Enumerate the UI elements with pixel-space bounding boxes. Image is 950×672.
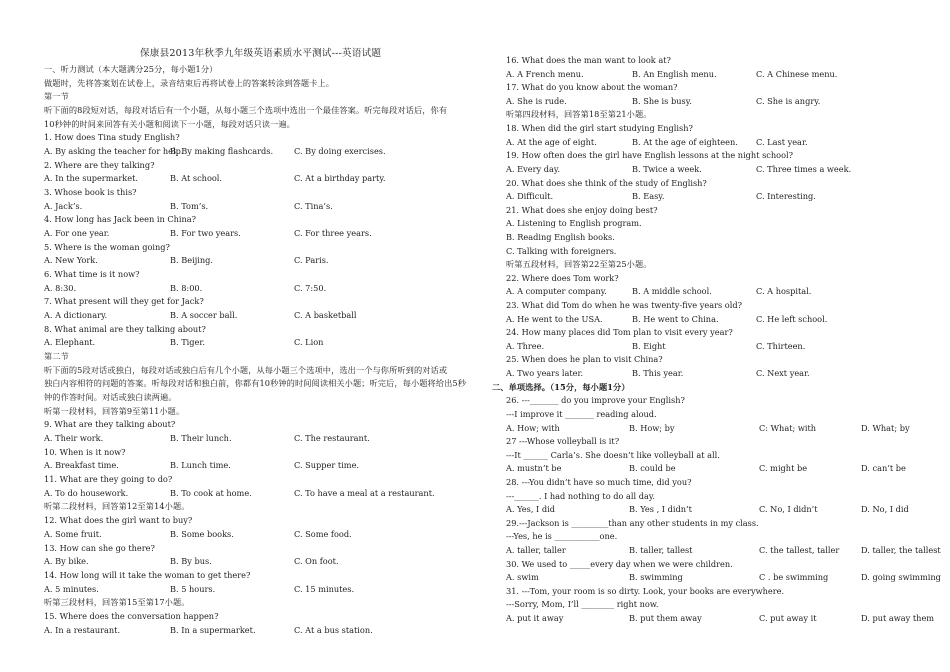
- option-c: C. A Chinese menu.: [756, 68, 838, 79]
- option-c: C. 15 minutes.: [294, 583, 355, 594]
- question: 1. How does Tina study English?: [44, 132, 180, 143]
- instruction: 第二节: [44, 351, 69, 362]
- option-a: A. She is rude.: [506, 95, 567, 106]
- option-c: C. A hospital.: [756, 286, 812, 297]
- option-d: D. put away them: [861, 613, 935, 623]
- instruction: 听下面的5段对话或独白，每段对话或独白后有几个小题，从每小题三个选项中，选出一个与你所听到的对话或: [44, 364, 448, 375]
- instruction: 钟的作答时间。对话或独白读两遍。: [44, 392, 177, 403]
- option-a: A. Elephant.: [44, 337, 96, 348]
- text-line: C. Talking with foreigners.: [506, 245, 617, 256]
- option-b: B. He went to China.: [632, 313, 719, 324]
- option-c: C. Paris.: [294, 255, 329, 266]
- option-c: C. Tina’s.: [294, 200, 333, 211]
- option-b: B. Easy.: [632, 191, 665, 202]
- question: 14. How long will it take the woman to get there?: [44, 569, 251, 580]
- option-b: B. She is busy.: [632, 95, 692, 106]
- option-c: C. He left school.: [756, 313, 828, 324]
- option-a: A. Two years later.: [506, 368, 584, 378]
- option-c: C. Three times a week.: [756, 163, 852, 174]
- option-d: D. can’t be: [861, 463, 906, 474]
- option-b: B. Tom’s.: [170, 200, 209, 211]
- option-a: A. put it away: [506, 613, 564, 623]
- option-c: C. No, I didn’t: [759, 504, 818, 515]
- question: 22. Where does Tom work?: [506, 272, 619, 283]
- question: 31. ---Tom, your room is so dirty. Look, your books are everywhere.: [506, 585, 785, 596]
- option-d: D. What; by: [861, 422, 910, 433]
- option-a: A. Some fruit.: [44, 528, 102, 539]
- option-b: B. Tiger.: [170, 337, 206, 348]
- option-b: B. At school.: [170, 173, 223, 184]
- option-b: B. How; by: [629, 422, 675, 433]
- question: 20. What does she think of the study of English?: [506, 177, 707, 188]
- question: 21. What does she enjoy doing best?: [506, 204, 658, 215]
- option-c: C. Thirteen.: [756, 340, 806, 351]
- question: 8. What animal are they talking about?: [44, 323, 206, 334]
- question: 3. Whose book is this?: [44, 187, 137, 197]
- option-b: B. swimming: [629, 572, 683, 583]
- instruction: 听第四段材料，回答第18至第21小题。: [506, 109, 652, 120]
- option-a: A. By bike.: [44, 556, 89, 567]
- option-b: B. Twice a week.: [632, 163, 702, 174]
- option-b: B. For two years.: [170, 228, 241, 238]
- question: 28. ---You didn’t have so much time, did you?: [506, 476, 692, 487]
- instruction: 听下面的8段短对话，每段对话后有一个小题，从每小题三个选项中选出一个最佳答案。听完每段对话后，你有: [44, 105, 448, 115]
- option-a: A. 8:30.: [44, 282, 77, 293]
- option-c: C . be swimming: [759, 572, 829, 583]
- question: 2. Where are they talking?: [44, 159, 155, 170]
- option-d: D. No, I did: [861, 504, 909, 515]
- option-b: B. put them away: [629, 613, 702, 623]
- option-a: A. Difficult.: [506, 191, 554, 202]
- text-line: B. Reading English books.: [506, 231, 615, 242]
- option-c: C. Next year.: [756, 368, 810, 378]
- option-a: A. In the supermarket.: [44, 173, 138, 184]
- option-a: A. A French menu.: [506, 68, 584, 79]
- option-b: B. Lunch time.: [170, 460, 231, 471]
- option-b: B. 5 hours.: [170, 583, 216, 594]
- option-a: A. For one year.: [44, 228, 110, 238]
- text-line: ---I improve it _______ reading aloud.: [506, 408, 657, 419]
- question: 15. Where does the conversation happen?: [44, 610, 219, 621]
- option-c: C: What; with: [759, 422, 817, 433]
- section-heading: 一、听力测试（本大题满分25分，每小题1分）: [44, 64, 218, 74]
- option-a: A. New York.: [44, 255, 98, 266]
- question: 18. When did the girl start studying English?: [506, 123, 693, 133]
- option-a: A. Three.: [506, 340, 545, 351]
- question: 24. How many places did Tom plan to visit every year?: [506, 327, 733, 338]
- page-title: 保康县2013年秋季九年级英语素质水平测试---英语试题: [140, 48, 382, 59]
- question: 25. When does he plan to visit China?: [506, 354, 663, 365]
- option-b: B. Some books.: [170, 528, 234, 539]
- option-c: C. For three years.: [294, 228, 372, 238]
- option-b: B. In a supermarket.: [170, 624, 256, 635]
- question: 9. What are they talking about?: [44, 419, 176, 430]
- text-line: A. Listening to English program.: [506, 218, 642, 229]
- option-b: B. A middle school.: [632, 286, 712, 297]
- text-line: ---It ______ Carla’s. She doesn’t like volleyball at all.: [506, 449, 720, 460]
- option-a: A. Jack’s.: [44, 200, 83, 211]
- question: 12. What does the girl want to buy?: [44, 515, 193, 526]
- option-b: B. An English menu.: [632, 68, 717, 79]
- option-c: C. To have a meal at a restaurant.: [294, 487, 435, 498]
- option-a: A. Their work.: [44, 433, 104, 444]
- option-b: B. Eight: [632, 340, 666, 351]
- instruction: 做题时，先将答案划在试卷上，录音结束后再将试卷上的答案转涂到答题卡上。: [44, 77, 335, 88]
- instruction: 听第五段材料，回答第22至第25小题。: [506, 259, 652, 270]
- question: 10. When is it now?: [44, 446, 126, 457]
- option-c: C. On foot.: [294, 556, 339, 567]
- option-a: A. A computer company.: [506, 286, 607, 297]
- instruction: 听第三段材料，回答第15至第17小题。: [44, 597, 190, 608]
- option-a: A. mustn’t be: [506, 463, 562, 474]
- question: 11. What are they going to do?: [44, 474, 173, 485]
- option-a: A. A dictionary.: [44, 310, 108, 321]
- option-c: C. the tallest, taller: [759, 545, 840, 555]
- option-a: A. swim: [506, 572, 539, 583]
- instruction: 10秒钟的时间来回答有关小题和阅读下一小题，每段对话只读一遍。: [44, 118, 295, 129]
- text-line: ---Sorry, Mom, I’ll ________ right now.: [506, 599, 659, 610]
- option-c: C. Some food.: [294, 528, 352, 539]
- option-c: C. 7:50.: [294, 282, 327, 293]
- question: 7. What present will they get for Jack?: [44, 296, 204, 307]
- option-c: C. The restaurant.: [294, 433, 370, 444]
- option-d: D. taller, the tallest: [861, 545, 941, 555]
- option-c: C. She is angry.: [756, 95, 821, 106]
- option-a: A. Yes, I did: [506, 504, 555, 515]
- option-b: B. Their lunch.: [170, 433, 232, 444]
- instruction: 听第二段材料，回答第12至第14小题。: [44, 501, 190, 512]
- question: 27 ---Whose volleyball is it?: [506, 436, 620, 447]
- option-c: C. Supper time.: [294, 460, 360, 471]
- question: 13. How can she go there?: [44, 542, 155, 553]
- option-a: A. He went to the USA.: [506, 313, 603, 324]
- question: 4. How long has Jack been in China?: [44, 214, 197, 225]
- option-b: B. taller, tallest: [629, 545, 693, 555]
- option-c: C. At a bus station.: [294, 624, 373, 635]
- option-a: A. At the age of eight.: [506, 136, 597, 147]
- option-a: A. By asking the teacher for help.: [44, 146, 184, 156]
- instruction: 第一节: [44, 91, 69, 102]
- option-b: B. Yes , I didn’t: [629, 504, 692, 515]
- option-b: B. Beijing.: [170, 255, 213, 266]
- option-a: A. To do housework.: [44, 487, 129, 498]
- option-a: A. taller, taller: [506, 545, 566, 555]
- option-d: D. going swimming: [861, 572, 941, 583]
- option-b: B. At the age of eighteen.: [632, 136, 738, 147]
- question: 23. What did Tom do when he was twenty-five years old?: [506, 300, 742, 310]
- question: 19. How often does the girl have English lessons at the night school?: [506, 150, 794, 161]
- option-c: C. Interesting.: [756, 191, 816, 202]
- option-c: C. might be: [759, 463, 808, 474]
- option-a: A. In a restaurant.: [44, 624, 121, 635]
- option-c: C. Last year.: [756, 136, 808, 147]
- question: 6. What time is it now?: [44, 269, 140, 280]
- question: 29.---Jackson is _________than any other students in my class.: [506, 517, 759, 528]
- option-b: B. To cook at home.: [170, 487, 252, 498]
- text-line: ---Yes, he is ___________one.: [506, 531, 618, 542]
- section-heading: 二、单项选择。（15分，每小题1分）: [492, 381, 630, 392]
- question: 5. Where is the woman going?: [44, 241, 170, 252]
- question: 26. ---_______ do you improve your English?: [506, 395, 685, 406]
- question: 17. What do you know about the woman?: [506, 82, 678, 93]
- option-c: C. By doing exercises.: [294, 146, 386, 156]
- question: 16. What does the man want to look at?: [506, 55, 671, 65]
- option-a: A. Breakfast time.: [44, 460, 119, 471]
- option-b: B. 8:00.: [170, 282, 203, 293]
- option-b: B. By bus.: [170, 556, 212, 567]
- option-b: B. This year.: [632, 368, 684, 378]
- option-a: A. Every day.: [506, 163, 560, 174]
- option-a: A. How; with: [506, 422, 560, 433]
- option-c: C. Lion: [294, 337, 324, 348]
- option-b: B. By making flashcards.: [170, 146, 274, 156]
- instruction: 独白内容相符的问题的答案。听每段对话和独白前，你都有10秒钟的时间阅读相关小题；听完后，每小题将给出5秒: [44, 378, 467, 389]
- text-line: ---______. I had nothing to do all day.: [506, 490, 655, 501]
- option-a: A. 5 minutes.: [44, 583, 99, 594]
- option-c: C. A basketball: [294, 310, 357, 321]
- option-b: B. could be: [629, 463, 676, 474]
- option-c: C. put away it: [759, 613, 817, 623]
- instruction: 听第一段材料，回答第9至第11小题。: [44, 405, 185, 416]
- option-b: B. A soccer ball.: [170, 310, 238, 321]
- question: 30. We used to _____every day when we were children.: [506, 558, 733, 569]
- option-c: C. At a birthday party.: [294, 173, 386, 184]
